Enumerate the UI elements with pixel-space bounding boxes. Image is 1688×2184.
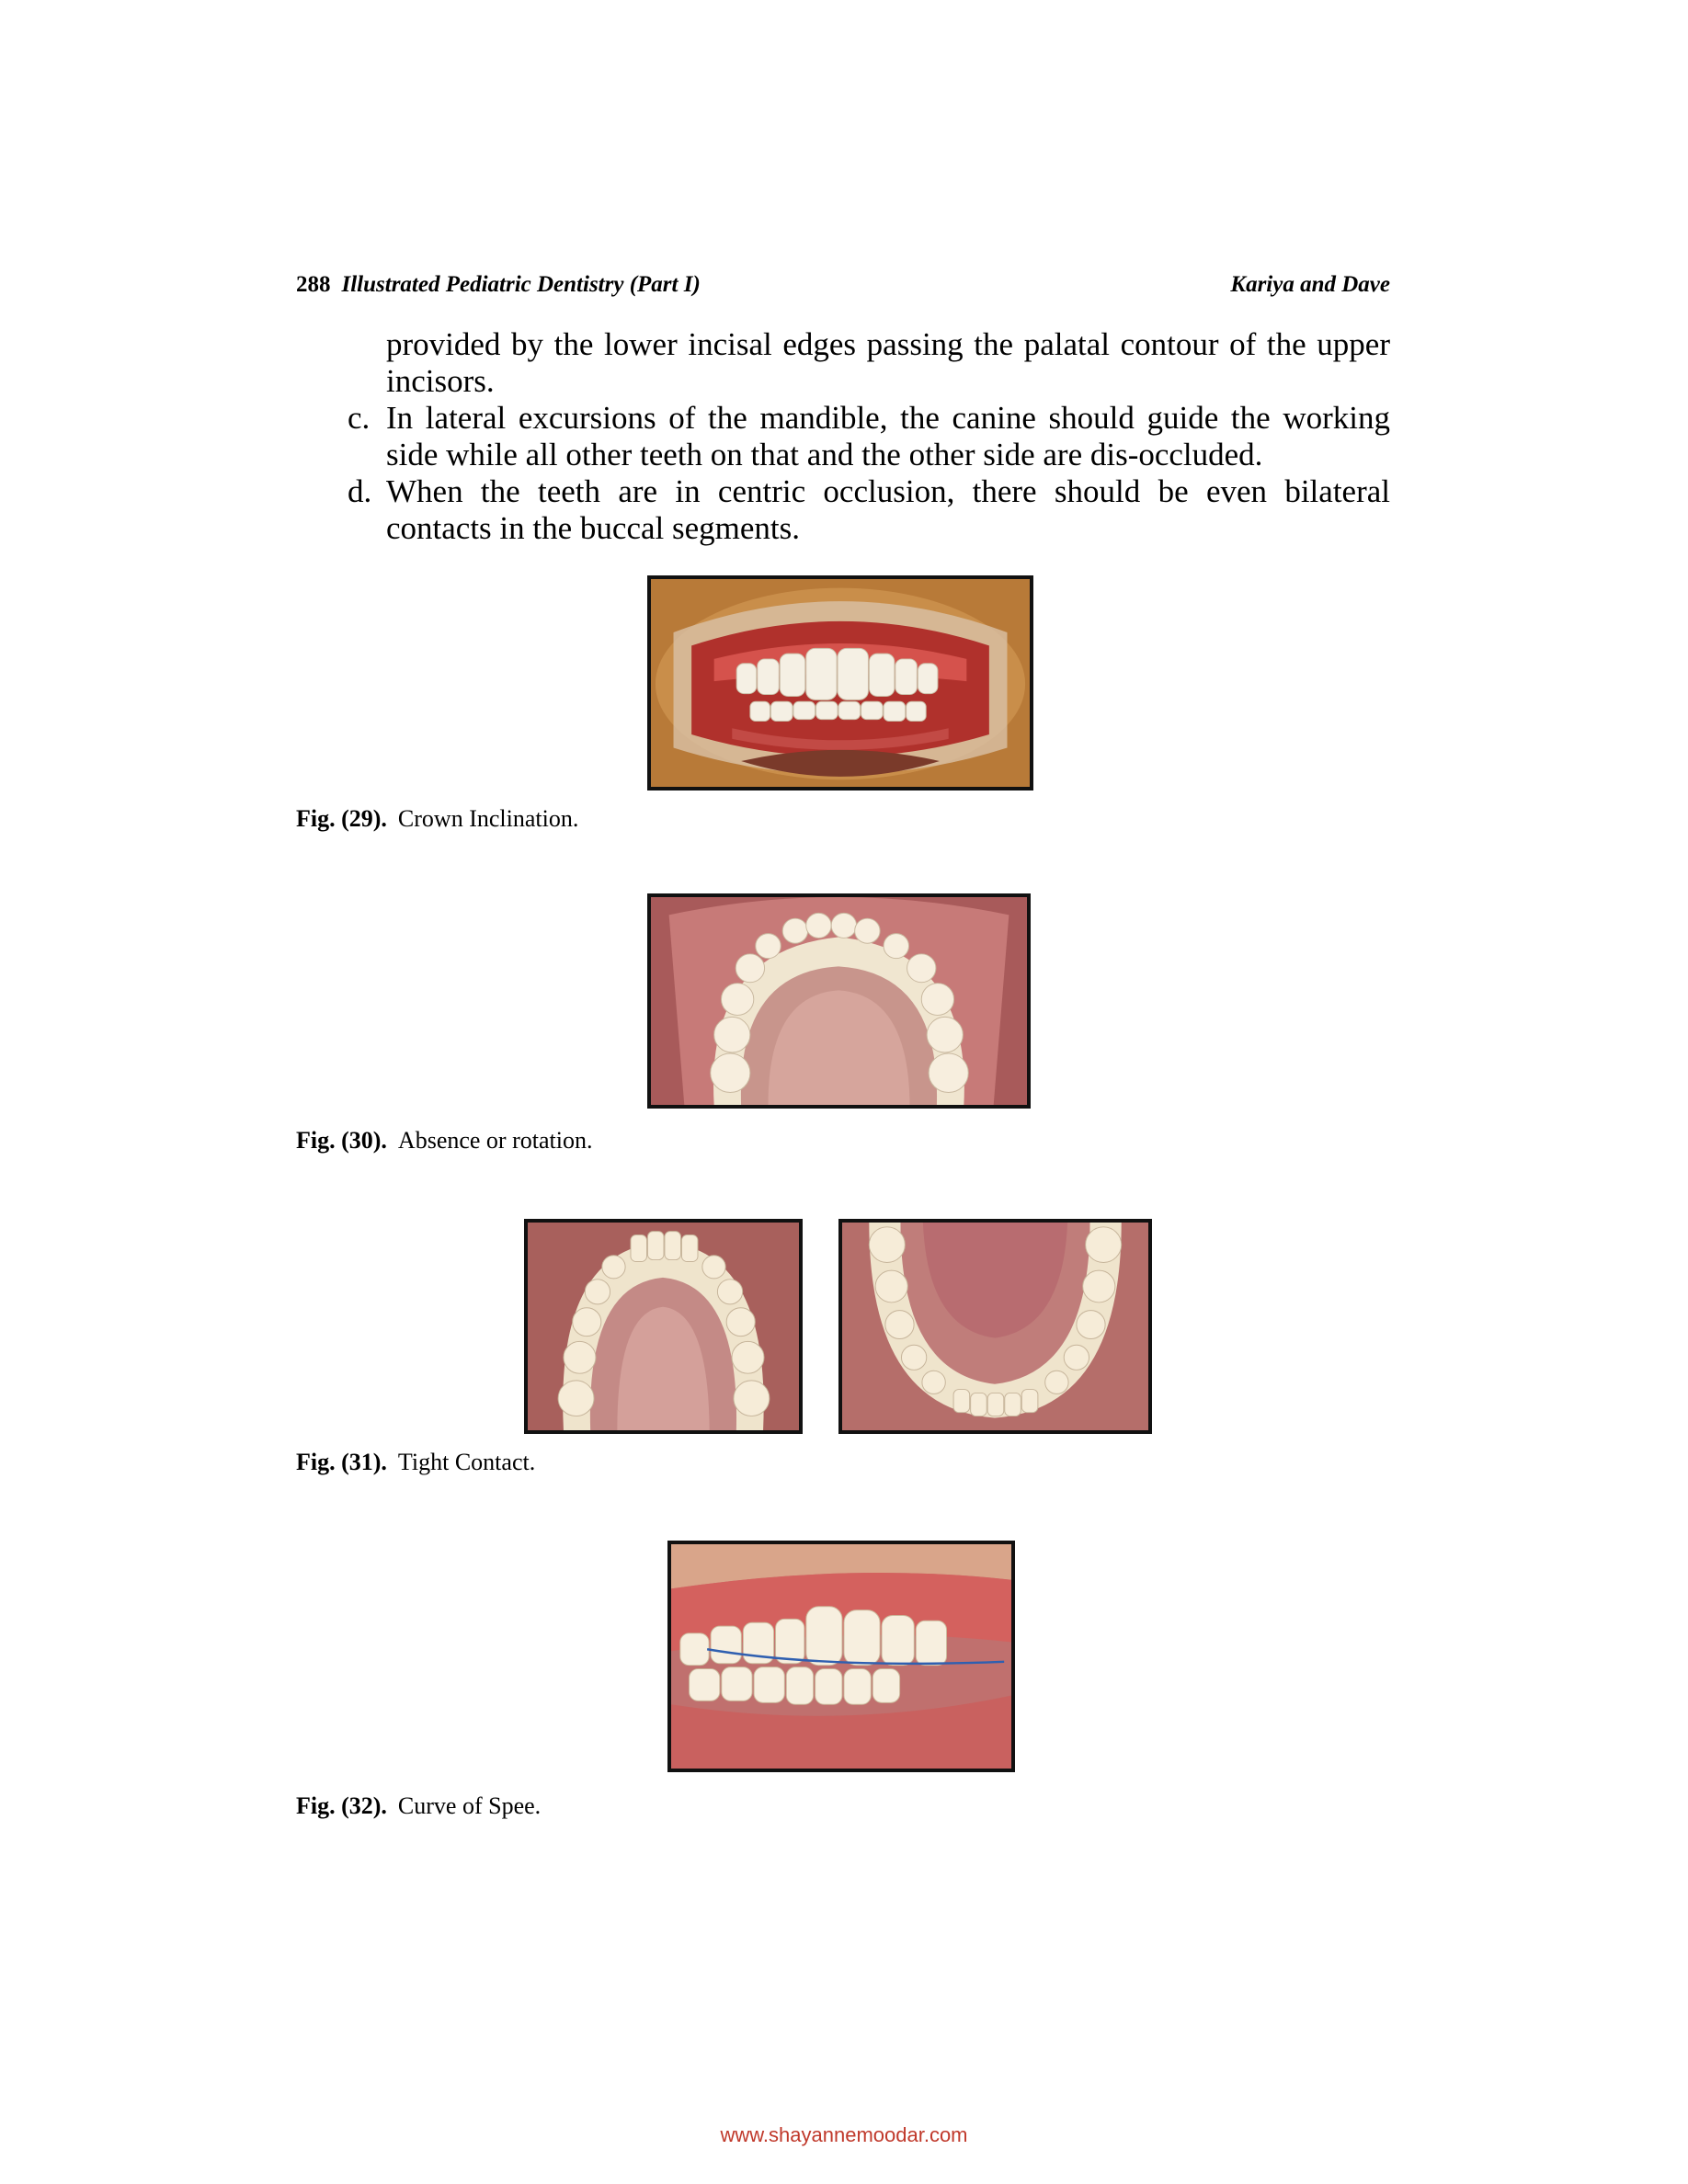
figure-label: Fig. (32).	[296, 1792, 387, 1819]
figure-31-photo-lower	[838, 1219, 1152, 1434]
figure-30-caption	[296, 1127, 592, 1155]
list-marker: c.	[348, 400, 371, 436]
figure-29-caption	[296, 805, 578, 833]
authors: Kariya and Dave	[1230, 272, 1390, 297]
running-header	[296, 272, 1390, 305]
body-text	[348, 326, 1390, 547]
book-title: Illustrated Pediatric Dentistry (Part I)	[341, 272, 701, 297]
list-item-d	[348, 473, 1390, 547]
figure-label: Fig. (30).	[296, 1127, 387, 1154]
figure-30-photo	[647, 893, 1031, 1109]
figure-29-photo	[647, 575, 1033, 791]
list-marker: d.	[348, 473, 372, 509]
figure-caption-text: Absence or rotation.	[397, 1127, 593, 1154]
footer-url: www.shayannemoodar.com	[720, 2123, 968, 2146]
figure-caption-text: Crown Inclination.	[397, 805, 579, 832]
figure-label: Fig. (29).	[296, 805, 387, 832]
figure-label: Fig. (31).	[296, 1449, 387, 1475]
list-item-text: In lateral excursions of the mandible, the canine should guide the working side while all other teeth on that and the other side are dis-occluded.	[386, 400, 1390, 472]
page-number: 288	[296, 272, 331, 297]
figure-31-photo-upper	[524, 1219, 803, 1434]
figure-caption-text: Curve of Spee.	[397, 1792, 542, 1819]
figure-32-caption	[296, 1792, 541, 1820]
list-item-c	[348, 400, 1390, 473]
continued-paragraph: provided by the lower incisal edges passing the palatal contour of the upper incisors.	[386, 326, 1390, 399]
figure-32-photo	[667, 1541, 1015, 1772]
list-item-text: When the teeth are in centric occlusion, there should be even bilateral contacts in the buccal segments.	[386, 473, 1390, 546]
figure-caption-text: Tight Contact.	[397, 1449, 536, 1475]
figure-31-caption	[296, 1449, 535, 1476]
